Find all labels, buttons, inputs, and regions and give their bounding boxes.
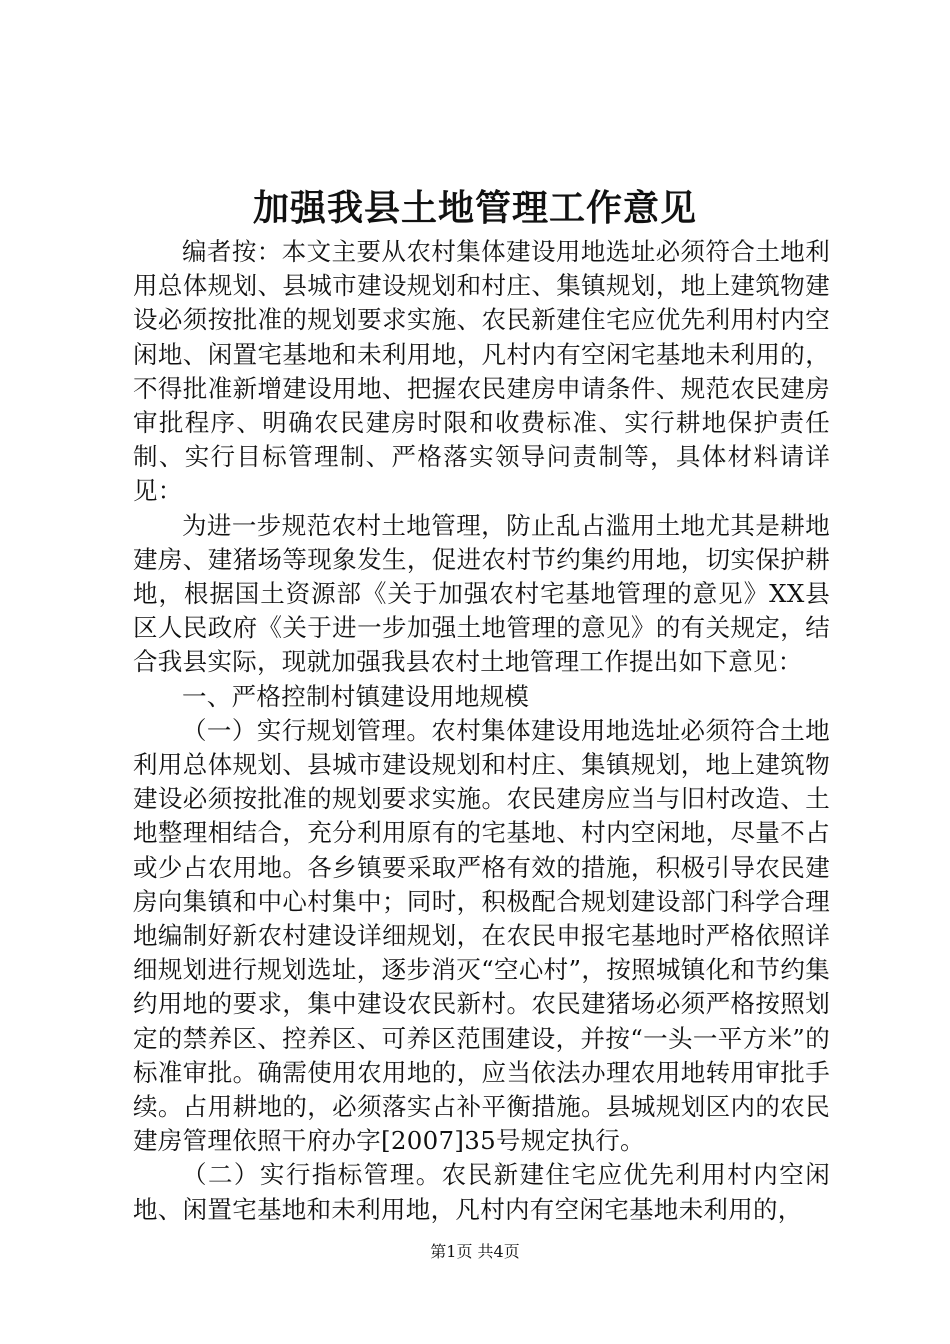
document-title: 加强我县土地管理工作意见 xyxy=(252,187,697,229)
section-heading-1: 一、严格控制村镇建设用地规模 xyxy=(182,681,530,711)
paragraph-editor-note: 编者按：本文主要从农村集体建设用地选址必须符合土地利用总体规划、县城市建设规划和村庄、集镇规划，地上建筑物建设必须按批准的规划要求实施、农民新建住宅应优先利用村内空闲地、闲置宅基地和未利用地，凡村内有空闲宅基地未利用的，不得批准新增建设用地、把握农民建房申请条件、规范农民建房审批程序、明确农民建房时限和收费标准、实行耕地保护责任制、实行目标管理制、严格落实领导问责制等，具体材料请详见： xyxy=(133,237,830,506)
paragraph-intro: 为进一步规范农村土地管理，防止乱占滥用土地尤其是耕地建房、建猪场等现象发生，促进农村节约集约用地，切实保护耕地，根据国土资源部《关于加强农村宅基地管理的意见》XX县区人民政府《关于进一步加强土地管理的意见》的有关规定，结合我县实际，现就加强我县农村土地管理工作提出如下意见： xyxy=(133,510,830,677)
paragraph-quota-management: （二）实行指标管理。农民新建住宅应优先利用村内空闲地、闲置宅基地和未利用地，凡村内有空闲宅基地未利用的， xyxy=(133,1160,830,1224)
paragraph-planning-management: （一）实行规划管理。农村集体建设用地选址必须符合土地利用总体规划、县城市建设规划和村庄、集镇规划，地上建筑物建设必须按批准的规划要求实施。农民建房应当与旧村改造、土地整理相结合，充分利用原有的宅基地、村内空闲地，尽量不占或少占农用地。各乡镇要采取严格有效的措施，积极引导农民建房向集镇和中心村集中；同时，积极配合规划建设部门科学合理地编制好新农村建设详细规划，在农民申报宅基地时严格依照详细规划进行规划选址，逐步消灭“空心村”，按照城镇化和节约集约用地的要求，集中建设农民新村。农民建猪场必须严格按照划定的禁养区、控养区、可养区范围建设，并按“一头一平方米”的标准审批。确需使用农用地的，应当依法办理农用地转用审批手续。占用耕地的，必须落实占补平衡措施。县城规划区内的农民建房管理依照干府办字[2007]35号规定执行。 xyxy=(133,715,830,1156)
document-body xyxy=(133,235,830,1227)
page-number-footer: 第1页 共4页 xyxy=(430,1242,520,1261)
